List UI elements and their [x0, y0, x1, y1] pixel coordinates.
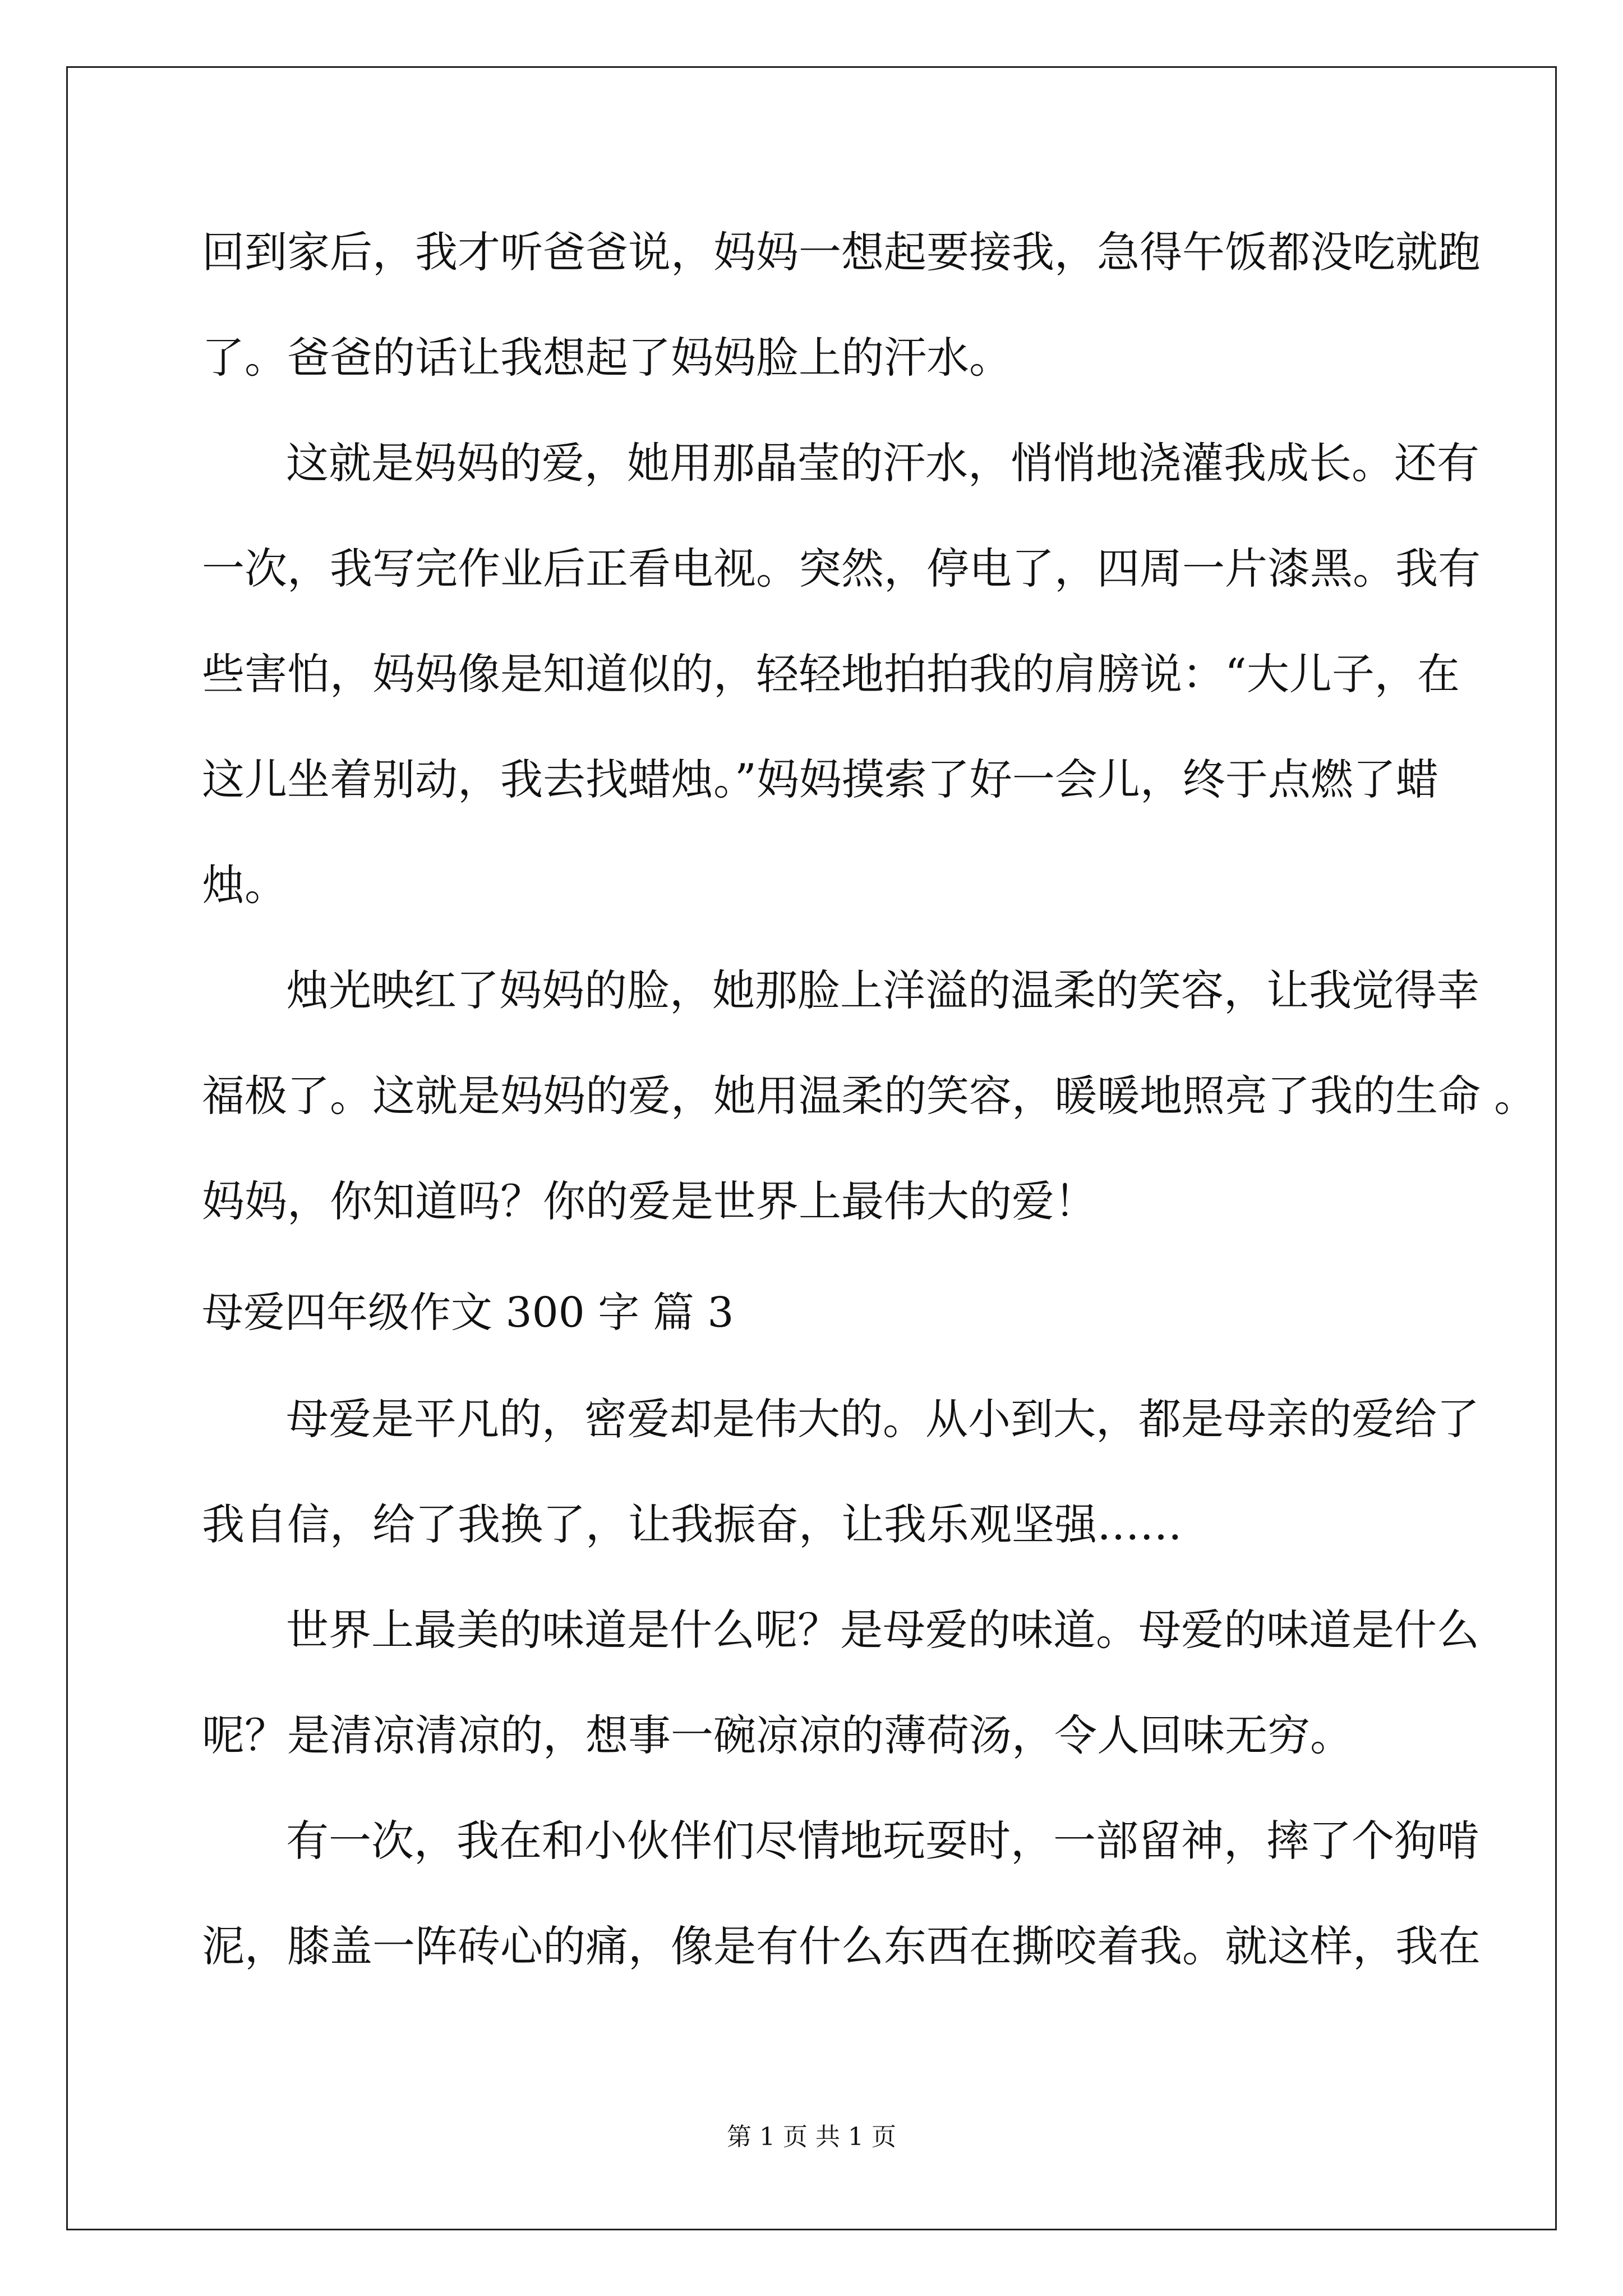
text-line: 些害怕，妈妈像是知道似的，轻轻地拍拍我的肩膀说：“大儿子，在 — [202, 649, 1460, 699]
text-line: 母爱是平凡的，密爱却是伟大的。从小到大，都是母亲的爱给了 — [286, 1394, 1479, 1444]
text-line: 了。爸爸的话让我想起了妈妈脸上的汗水。 — [202, 333, 1012, 383]
section-heading: 母爱四年级作文 300 字 篇 3 — [202, 1289, 734, 1337]
text-line: 泥，膝盖一阵砖心的痛，像是有什么东西在撕咬着我。就这样，我在 — [202, 1921, 1481, 1971]
text-line: 回到家后，我才听爸爸说，妈妈一想起要接我，急得午饭都没吃就跑 — [202, 227, 1481, 277]
text-line: 烛。 — [202, 860, 287, 910]
text-line: 呢？是清凉清凉的，想事一碗凉凉的薄荷汤，令人回味无穷。 — [202, 1710, 1353, 1760]
text-line: 烛光映红了妈妈的脸，她那脸上洋溢的温柔的笑容，让我觉得幸 — [286, 965, 1479, 1015]
text-line: 这儿坐着别动，我去找蜡烛。”妈妈摸索了好一会儿，终于点燃了蜡 — [202, 754, 1438, 804]
text-line: 世界上最美的味道是什么呢？是母爱的味道。母爱的味道是什么 — [286, 1605, 1479, 1655]
text-line: 有一次，我在和小伙伴们尽情地玩耍时，一部留神，摔了个狗啃 — [286, 1816, 1479, 1866]
text-line: 这就是妈妈的爱，她用那晶莹的汗水，悄悄地浇灌我成长。还有 — [286, 438, 1479, 488]
page-footer: 第 1 页 共 1 页 — [727, 2123, 896, 2151]
text-line: 我自信，给了我换了，让我振奋，让我乐观坚强…… — [202, 1499, 1182, 1549]
text-line: 福极了。这就是妈妈的爱，她用温柔的笑容，暖暖地照亮了我的生命 。 — [202, 1071, 1537, 1121]
text-line: 一次，我写完作业后正看电视。突然，停电了，四周一片漆黑。我有 — [202, 544, 1481, 593]
page-border — [66, 66, 1557, 2230]
text-line: 妈妈，你知道吗？你的爱是世界上最伟大的爱！ — [202, 1176, 1097, 1226]
